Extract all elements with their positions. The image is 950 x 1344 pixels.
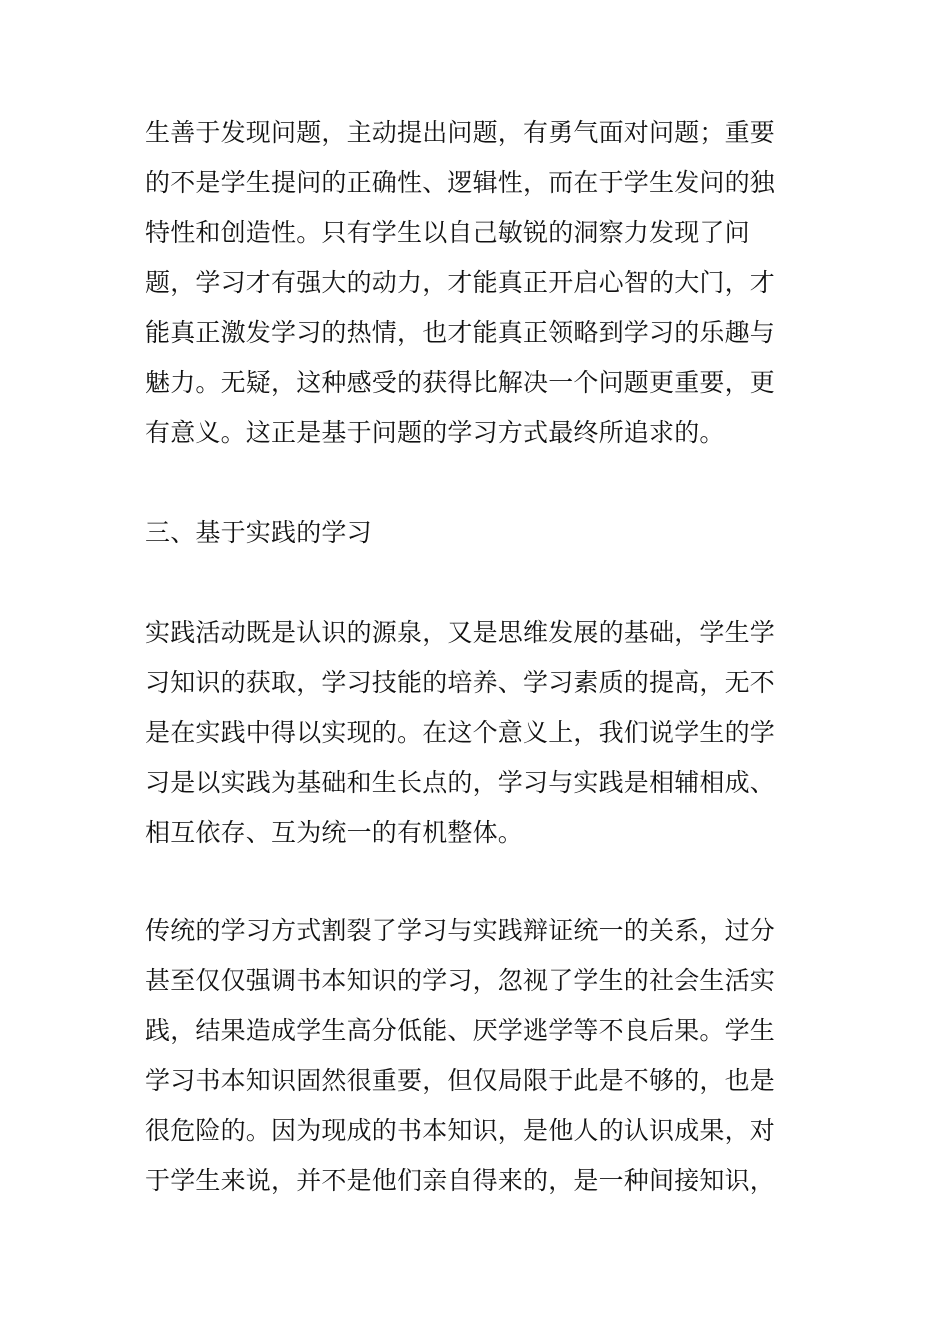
paragraph-line: 的不是学生提问的正确性、逻辑性，而在于学生发问的独 bbox=[145, 168, 776, 197]
paragraph-line: 于学生来说，并不是他们亲自得来的，是一种间接知识， bbox=[145, 1166, 776, 1195]
paragraph-line: 魅力。无疑，这种感受的获得比解决一个问题更重要，更 bbox=[145, 368, 776, 397]
paragraph-line: 很危险的。因为现成的书本知识，是他人的认识成果，对 bbox=[145, 1116, 776, 1145]
paragraph-line: 相互依存、互为统一的有机整体。 bbox=[145, 818, 524, 847]
paragraph-line: 学习书本知识固然很重要，但仅局限于此是不够的，也是 bbox=[145, 1066, 776, 1095]
paragraph-line: 习知识的获取，学习技能的培养、学习素质的提高，无不 bbox=[145, 668, 776, 697]
section-heading: 三、基于实践的学习 bbox=[145, 518, 372, 547]
paragraph-line: 践，结果造成学生高分低能、厌学逃学等不良后果。学生 bbox=[145, 1016, 776, 1045]
paragraph-line: 甚至仅仅强调书本知识的学习，忽视了学生的社会生活实 bbox=[145, 966, 776, 995]
paragraph-line: 题，学习才有强大的动力，才能真正开启心智的大门，才 bbox=[145, 268, 776, 297]
paragraph-line: 特性和创造性。只有学生以自己敏锐的洞察力发现了问 bbox=[145, 218, 750, 247]
paragraph-line: 习是以实践为基础和生长点的，学习与实践是相辅相成、 bbox=[145, 768, 776, 797]
paragraph-line: 传统的学习方式割裂了学习与实践辩证统一的关系，过分 bbox=[145, 916, 776, 945]
paragraph-line: 实践活动既是认识的源泉，又是思维发展的基础，学生学 bbox=[145, 618, 776, 647]
paragraph-line: 能真正激发学习的热情，也才能真正领略到学习的乐趣与 bbox=[145, 318, 776, 347]
paragraph-line: 生善于发现问题，主动提出问题，有勇气面对问题；重要 bbox=[145, 118, 776, 147]
paragraph-line: 是在实践中得以实现的。在这个意义上，我们说学生的学 bbox=[145, 718, 776, 747]
paragraph-line: 有意义。这正是基于问题的学习方式最终所追求的。 bbox=[145, 418, 725, 447]
